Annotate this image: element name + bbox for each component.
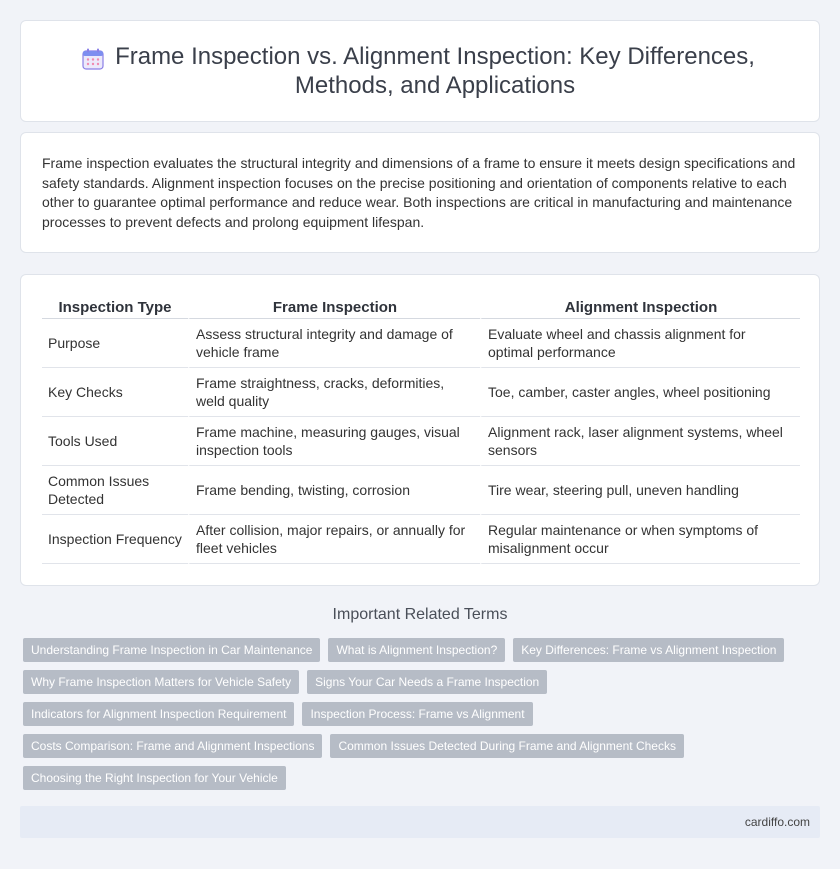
intro-paragraph: Frame inspection evaluates the structural integrity and dimensions of a frame to ensure it meets design specifications and safety standards. Alignment inspection focuses on the precise positioning and orientation of components relative to each other to guarantee optimal performance and reduce wear. Both inspections are critical in manufacturing and maintenance processes to prevent defects and prolong equipment lifespan. [42, 155, 796, 230]
header-alignment-inspection: Alignment Inspection [480, 295, 800, 319]
footer-site-link[interactable]: cardiffo.com [744, 815, 810, 829]
related-terms-list [23, 638, 813, 798]
related-term-link[interactable]: Signs Your Car Needs a Frame Inspection [307, 670, 547, 694]
intro-card [20, 132, 820, 253]
frame-cell: After collision, major repairs, or annually for fleet vehicles [188, 515, 480, 564]
comparison-table [42, 295, 800, 564]
frame-cell: Frame bending, twisting, corrosion [188, 466, 480, 515]
alignment-cell: Toe, camber, caster angles, wheel positioning [480, 368, 800, 417]
alignment-cell: Alignment rack, laser alignment systems, wheel sensors [480, 417, 800, 466]
alignment-cell: Evaluate wheel and chassis alignment for optimal performance [480, 319, 800, 368]
related-term-link[interactable]: Common Issues Detected During Frame and Alignment Checks [330, 734, 683, 758]
table-row [42, 319, 800, 368]
table-row [42, 368, 800, 417]
frame-cell: Frame machine, measuring gauges, visual inspection tools [188, 417, 480, 466]
row-label: Tools Used [42, 417, 188, 466]
header-frame-inspection: Frame Inspection [188, 295, 480, 319]
table-row [42, 515, 800, 564]
frame-cell: Frame straightness, cracks, deformities, weld quality [188, 368, 480, 417]
related-terms-heading: Important Related Terms [332, 606, 508, 623]
alignment-cell: Tire wear, steering pull, uneven handling [480, 466, 800, 515]
row-label: Purpose [42, 319, 188, 368]
comparison-table-card [20, 274, 820, 586]
related-term-link[interactable]: Costs Comparison: Frame and Alignment Inspections [23, 734, 322, 758]
row-label: Key Checks [42, 368, 188, 417]
alignment-cell: Regular maintenance or when symptoms of misalignment occur [480, 515, 800, 564]
table-row [42, 417, 800, 466]
frame-cell: Assess structural integrity and damage of vehicle frame [188, 319, 480, 368]
table-row [42, 466, 800, 515]
footer [20, 806, 820, 838]
related-term-link[interactable]: Key Differences: Frame vs Alignment Inspection [513, 638, 784, 662]
related-term-link[interactable]: Why Frame Inspection Matters for Vehicle Safety [23, 670, 299, 694]
related-term-link[interactable]: Understanding Frame Inspection in Car Maintenance [23, 638, 320, 662]
related-term-link[interactable]: Inspection Process: Frame vs Alignment [302, 702, 532, 726]
related-term-link[interactable]: Indicators for Alignment Inspection Requirement [23, 702, 294, 726]
related-term-link[interactable]: What is Alignment Inspection? [328, 638, 505, 662]
page-title: Frame Inspection vs. Alignment Inspection: Key Differences, Methods, and Applications [115, 43, 755, 99]
row-label: Inspection Frequency [42, 515, 188, 564]
row-label: Common Issues Detected [42, 466, 188, 515]
related-term-link[interactable]: Choosing the Right Inspection for Your Vehicle [23, 766, 286, 790]
header-inspection-type: Inspection Type [42, 295, 188, 319]
table-header-row [42, 295, 800, 319]
title-card [20, 20, 820, 122]
